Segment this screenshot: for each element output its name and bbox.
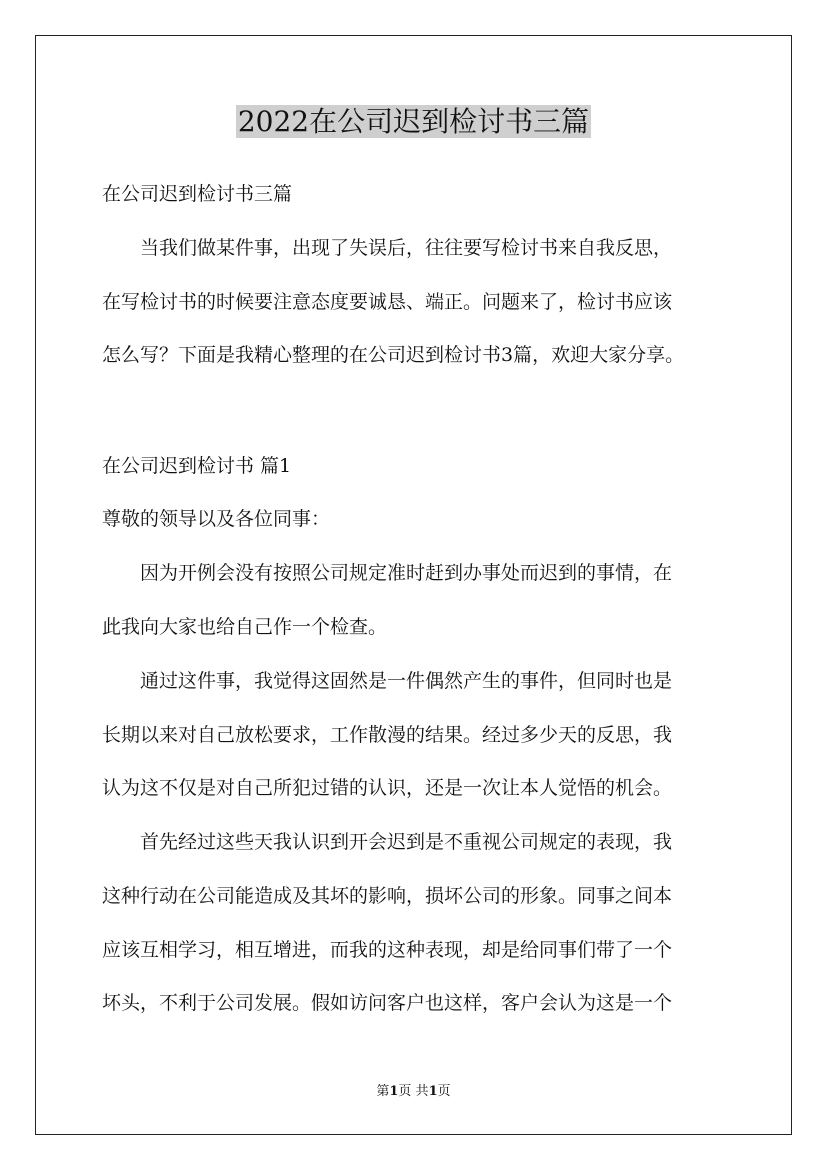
paragraph-line: 怎么写？下面是我精心整理的在公司迟到检讨书3篇，欢迎大家分享。 xyxy=(102,344,685,366)
page-footer xyxy=(0,1083,827,1101)
document-title-text: 2022在公司迟到检讨书三篇 xyxy=(237,105,590,138)
paragraph-line: 应该互相学习，相互增进，而我的这种表现，却是给同事们带了一个 xyxy=(102,939,673,961)
paragraph-line: 首先经过这些天我认识到开会迟到是不重视公司规定的表现，我 xyxy=(102,831,673,853)
section-heading: 在公司迟到检讨书 篇1 xyxy=(102,455,292,477)
paragraph-line: 长期以来对自己放松要求，工作散漫的结果。经过多少天的反思，我 xyxy=(102,724,673,746)
paragraph-line: 坏头，不利于公司发展。假如访问客户也这样，客户会认为这是一个 xyxy=(102,992,673,1014)
paragraph-line: 在写检讨书的时候要注意态度要诚恳、端正。问题来了，检讨书应该 xyxy=(102,291,673,313)
salutation-line: 尊敬的领导以及各位同事： xyxy=(102,508,331,530)
paragraph-line: 当我们做某件事，出现了失误后，往往要写检讨书来自我反思， xyxy=(102,237,673,259)
page-total: 1 xyxy=(428,1084,438,1099)
subtitle-line: 在公司迟到检讨书三篇 xyxy=(102,183,293,205)
paragraph-line: 这种行动在公司能造成及其坏的影响，损坏公司的形象。同事之间本 xyxy=(102,885,673,907)
page-end: 页 xyxy=(437,1084,451,1099)
paragraph-line: 通过这件事，我觉得这固然是一件偶然产生的事件，但同时也是 xyxy=(102,670,673,692)
page-current: 1 xyxy=(389,1084,399,1099)
page-middle: 页 共 xyxy=(398,1084,429,1099)
page-prefix: 第 xyxy=(376,1084,390,1099)
paragraph-line: 认为这不仅是对自己所犯过错的认识，还是一次让本人觉悟的机会。 xyxy=(102,777,673,799)
document-title xyxy=(0,100,827,144)
paragraph-line: 此我向大家也给自己作一个检查。 xyxy=(102,616,388,638)
paragraph-line: 因为开例会没有按照公司规定准时赶到办事处而迟到的事情，在 xyxy=(102,562,673,584)
